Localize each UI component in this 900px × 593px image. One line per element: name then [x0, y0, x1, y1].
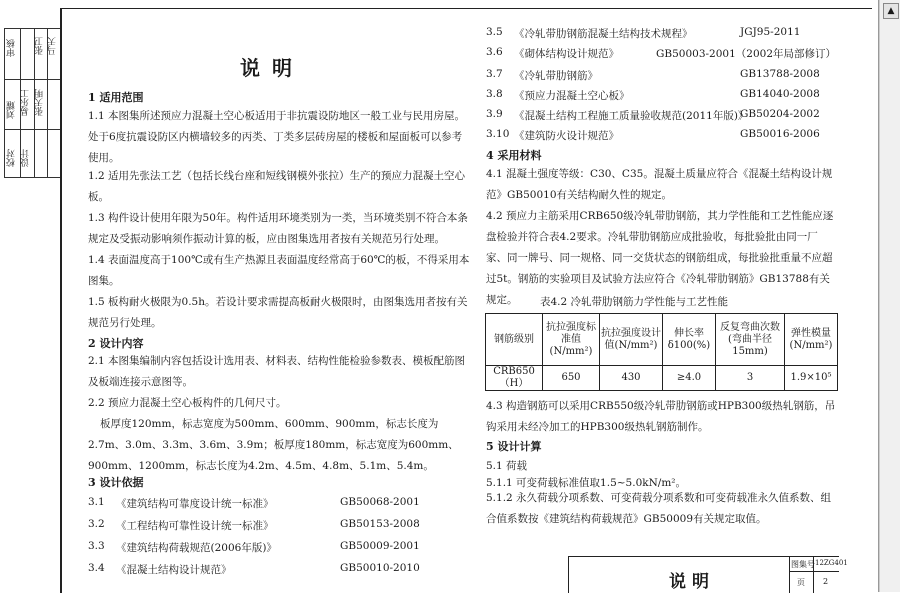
ref-no: 3.3 [88, 540, 105, 552]
scroll-up-arrow-icon[interactable]: ▲ [883, 3, 899, 19]
ref-no: 3.1 [88, 496, 105, 508]
table-cell: CRB650（H） [486, 366, 543, 391]
rebar-property-table [485, 313, 838, 391]
page-title: 说明 [240, 56, 304, 80]
ref-code: JGJ95-2011 [740, 26, 801, 38]
table-header: 抗拉强度标准值(N/mm²) [543, 314, 600, 366]
para-2-2-dimensions: 板厚度120mm，标志宽度为500mm、600mm、900mm，标志长度为2.7m、3.0m、3.3m、3.6m、3.9m；板厚度180mm，标志宽度为600mm、900mm、1200mm，标志长度为4.2m、4.5m、4.8m、5.1m、5.4m。 [88, 418, 459, 472]
atlas-no-label: 图集号 [791, 560, 815, 569]
ref-name: 《建筑结构荷载规范(2006年版)》 [116, 542, 277, 554]
table-header: 弹性模量(N/mm²) [785, 314, 838, 366]
atlas-no: 12ZG401 [815, 559, 848, 567]
strip-name-1: 刘耀 [7, 101, 17, 119]
vertical-scrollbar[interactable] [879, 0, 900, 592]
ref-code: GB14040-2008 [740, 88, 820, 100]
strip-sig-1: 张卫 [35, 37, 45, 55]
page-number: 2 [823, 577, 829, 586]
table-header: 反复弯曲次数(弯曲半径15mm) [716, 314, 785, 366]
table-caption: 表4.2 冷轧带肋钢筋力学性能与工艺性能 [540, 296, 729, 308]
section-5-heading: 5 设计计算 [486, 440, 542, 453]
strip-name-3: 张天明 [35, 89, 45, 116]
para-5-1-1: 5.1.1 可变荷载标准值取1.5~5.0kN/m²。 [486, 477, 687, 489]
section-3-heading: 3 设计依据 [88, 476, 144, 489]
table-cell: 650 [543, 366, 600, 391]
para-2-1: 2.1 本图集编制内容包括设计选用表、材料表、结构性能检验参数表、模板配筋图及板端连接示意图等。 [88, 355, 466, 388]
ref-no: 3.2 [88, 518, 105, 530]
table-cell: 1.9×10⁵ [785, 366, 838, 391]
para-1-1: 1.1 本图集所述预应力混凝土空心板适用于非抗震设防地区一般工业与民用房屋。处于6度抗震设防区内横墙较多的丙类、丁类多层砖房屋的楼板和屋面板可以参考使用。 [88, 110, 466, 164]
strip-name-2: 易乐工 [21, 89, 31, 116]
strip-sig-2: 马天 [48, 37, 58, 55]
strip-label-check: 校对 [7, 149, 17, 167]
ref-name: 《建筑防火设计规范》 [514, 130, 619, 142]
ref-no: 3.9 [486, 108, 503, 120]
section-4-heading: 4 采用材料 [486, 149, 542, 162]
ref-no: 3.8 [486, 88, 503, 100]
table-cell: ≥4.0 [663, 366, 716, 391]
para-2-2: 2.2 预应力混凝土空心板构件的几何尺寸。 [88, 397, 287, 409]
ref-name: 《混凝土结构工程施工质量验收规范(2011年版)》 [514, 110, 749, 122]
ref-code: GB50016-2006 [740, 128, 820, 140]
table-cell: 3 [716, 366, 785, 391]
ref-code: GB13788-2008 [740, 68, 820, 80]
title-block-title: 说明 [669, 572, 715, 592]
section-2-heading: 2 设计内容 [88, 337, 144, 350]
ref-name: 《建筑结构可靠度设计统一标准》 [116, 498, 274, 510]
para-4-1: 4.1 混凝土强度等级：C30、C35。混凝土质量应符合《混凝土结构设计规范》GB50010有关结构耐久性的规定。 [486, 168, 833, 201]
ref-no: 3.6 [486, 46, 503, 58]
ref-name: 《预应力混凝土空心板》 [514, 90, 630, 102]
para-4-2: 4.2 预应力主筋采用CRB650级冷轧带肋钢筋，其力学性能和工艺性能应逐盘检验并符合表4.2要求。冷轧带肋钢筋应成批验收，每批验批由同一厂家、同一牌号、同一规格、同一交货状态的钢筋组成，每批验批重量不应超过5t。钢筋的实验项目及试验方法应符合《冷轧带肋钢筋》GB13788有关规定。 [486, 210, 834, 306]
section-1-heading: 1 适用范围 [88, 91, 144, 104]
strip-label-review: 审核 [7, 39, 17, 57]
ref-code: GB50003-2001（2002年局部修订） [656, 48, 836, 60]
page-label: 页 [797, 578, 805, 587]
strip-label-design: 设计 [21, 149, 31, 167]
para-4-3: 4.3 构造钢筋可以采用CRB550级冷轧带肋钢筋或HPB300级热轧钢筋，吊钩采用未经冷加工的HPB300级热轧钢筋制作。 [486, 400, 836, 433]
title-block [568, 556, 848, 593]
table-header: 钢筋级别 [486, 314, 543, 366]
para-1-2: 1.2 适用先张法工艺（包括长线台座和短线钢模外张拉）生产的预应力混凝土空心板。 [88, 170, 466, 203]
ref-name: 《工程结构可靠性设计统一标准》 [116, 520, 274, 532]
ref-no: 3.10 [486, 128, 510, 140]
ref-name: 《冷轧带肋钢筋》 [514, 70, 598, 82]
ref-no: 3.5 [486, 26, 503, 38]
signature-strip [4, 28, 62, 178]
ref-code: GB50009-2001 [340, 540, 420, 552]
para-1-4: 1.4 表面温度高于100℃或有生产热源且表面温度经常高于60℃的板，不得采用本图集。 [88, 254, 470, 287]
para-5-1-2: 5.1.2 永久荷载分项系数、可变荷载分项系数和可变荷载准永久值系数、组合值系数按《建筑结构荷载规范》GB50009有关规定取值。 [486, 492, 832, 525]
ref-code: GB50010-2010 [340, 562, 420, 574]
ref-name: 《冷轧带肋钢筋混凝土结构技术规程》 [514, 28, 693, 40]
para-5-1: 5.1 荷载 [486, 460, 528, 472]
para-1-3: 1.3 构件设计使用年限为50年。构件适用环境类别为一类，当环境类别不符合本条规定及受振动影响须作振动计算的板，应由图集选用者按有关规范另行处理。 [88, 212, 468, 245]
ref-name: 《混凝土结构设计规范》 [116, 564, 232, 576]
table-header: 抗拉强度设计值(N/mm²) [600, 314, 663, 366]
ref-name: 《砌体结构设计规范》 [514, 48, 619, 60]
ref-no: 3.7 [486, 68, 503, 80]
ref-code: GB50068-2001 [340, 496, 420, 508]
table-header: 伸长率δ100(%) [663, 314, 716, 366]
ref-code: GB50204-2002 [740, 108, 820, 120]
ref-no: 3.4 [88, 562, 105, 574]
table-cell: 430 [600, 366, 663, 391]
ref-code: GB50153-2008 [340, 518, 420, 530]
para-1-5: 1.5 板构耐火极限为0.5h。若设计要求需提高板耐火极限时，由图集选用者按有关规范另行处理。 [88, 296, 468, 329]
